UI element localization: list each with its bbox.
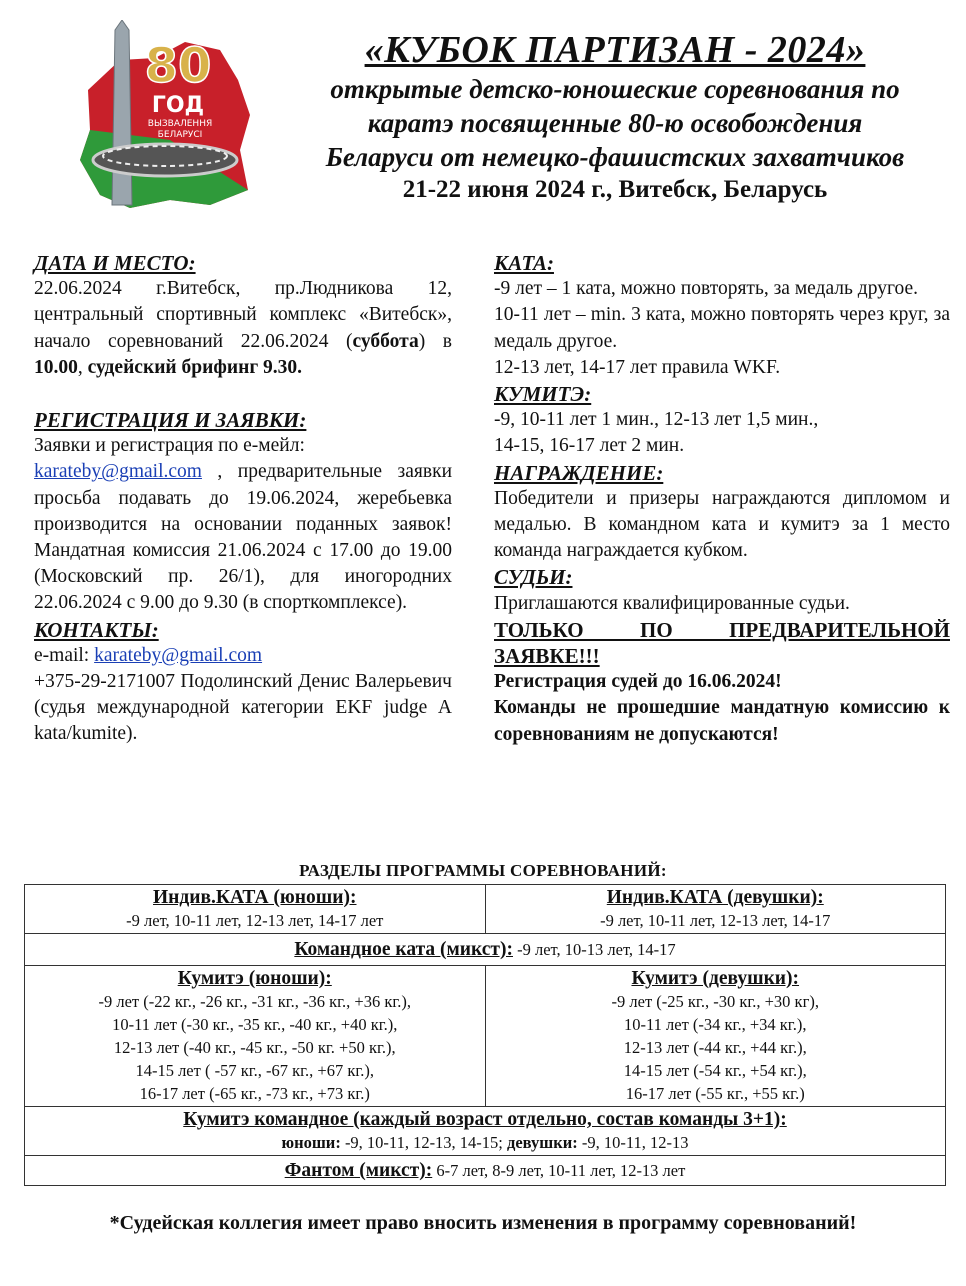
registration-details: , предварительные заявки просьба подавать до 19.06.2024, жеребьевка производится на основании поданных заявок! Мандатная комиссия 21.06.2024 с 17.00 до 19.00 (Московский пр. 26/1), для иногородних 22.06.2024 с 9.00 до 9.30 (в спорткомплексе). — [34, 461, 452, 614]
awards-text: Победители и призеры награждаются дипломом и медалью. В командном ката и кумитэ за 1 место команда награждается кубком. — [494, 487, 950, 562]
kumite-girls-line: 10-11 лет (-34 кг., +34 кг.), — [624, 1015, 807, 1034]
date-mid: ) в — [418, 330, 452, 352]
registration-text — [34, 433, 452, 616]
kumite-girls-line: 16-17 лет (-55 кг., +55 кг.) — [625, 1084, 805, 1103]
fantom-ages: 6-7 лет, 8-9 лет, 10-11 лет, 12-13 лет — [432, 1161, 686, 1180]
contacts-email-row — [34, 643, 452, 669]
team-kumite-heading: Кумитэ командное (каждый возраст отдельно, состав команды 3+1): — [183, 1109, 787, 1130]
subtitle-line-2: каратэ посвященные 80-ю освобождения — [367, 108, 863, 138]
table-row — [25, 1156, 946, 1186]
page-title: «КУБОК ПАРТИЗАН - 2024» — [364, 29, 866, 71]
kumite-boys-line: 14-15 лет ( -57 кг., -67 кг., +67 кг.), — [135, 1061, 375, 1080]
kata-girls-ages: -9 лет, 10-11 лет, 12-13 лет, 14-17 — [600, 911, 831, 930]
day-of-week: суббота — [352, 330, 419, 352]
kumite-rule-1: -9, 10-11 лет 1 мин., 12-13 лет 1,5 мин., — [494, 409, 819, 431]
logo-line1: ВЫЗВАЛЕННЯ — [147, 119, 213, 129]
left-column — [34, 250, 452, 748]
contacts-text: +375-29-2171007 Подолинский Денис Валерьевич (судья международной категории EKF judge A kata/kumite). — [34, 671, 452, 745]
date-place-heading: ДАТА И МЕСТО: — [34, 251, 196, 275]
table-row — [25, 966, 946, 1107]
kumite-girls-line: -9 лет (-25 кг., -30 кг., +30 кг), — [611, 992, 819, 1011]
date-text: 22.06.2024 г.Витебск, пр.Людникова 12, центральный спортивный комплекс «Витебск», начало соревнований 22.06.2024 ( — [34, 278, 452, 352]
subtitle-line-3: Беларуси от немецко-фашистских захватчиков — [325, 142, 905, 172]
kumite-boys-line: 10-11 лет (-30 кг., -35 кг., -40 кг., +40 кг.), — [112, 1015, 398, 1034]
logo-line2: БЕЛАРУСI — [157, 130, 203, 140]
event-date-location: 21-22 июня 2024 г., Витебск, Беларусь — [402, 176, 828, 203]
briefing-time: судейский брифинг 9.30. — [87, 356, 303, 378]
kumite-boys-line: -9 лет (-22 кг., -26 кг., -31 кг., -36 кг., +36 кг.), — [98, 992, 412, 1011]
kumite-girls-line: 14-15 лет (-54 кг., +54 кг.), — [623, 1061, 807, 1080]
kumite-rule-2: 14-15, 16-17 лет 2 мин. — [494, 435, 685, 457]
footnote: *Судейская коллегия имеет право вносить изменения в программу соревнований! — [109, 1212, 857, 1234]
kumite-girls-heading: Кумитэ (девушки): — [631, 968, 800, 989]
fantom-heading: Фантом (микст): — [284, 1160, 433, 1181]
awards-heading: НАГРАЖДЕНИЕ: — [494, 460, 664, 485]
table-row — [25, 1107, 946, 1156]
judges-registration-deadline: Регистрация судей до 16.06.2024! — [494, 671, 782, 693]
kumite-boys-heading: Кумитэ (юноши): — [177, 968, 332, 989]
team-kumite-ages — [29, 1131, 941, 1154]
team-kata-cell — [25, 934, 946, 966]
team-kata-ages: -9 лет, 10-13 лет, 14-17 — [513, 940, 676, 959]
girls-label: девушки: — [507, 1133, 578, 1152]
subtitle-line-1: открытые детско-юношеские соревнования по — [330, 74, 900, 104]
kumite-boys-cell — [25, 966, 486, 1107]
judges-text: Приглашаются квалифицированные судьи. — [494, 592, 850, 614]
kumite-boys-line: 16-17 лет (-65 кг., -73 кг., +73 кг.) — [139, 1084, 370, 1103]
kata-rule-1: -9 лет – 1 ката, можно повторять, за медаль другое. — [494, 278, 919, 300]
kata-girls-cell — [485, 885, 946, 934]
kumite-girls-line: 12-13 лет (-44 кг., +44 кг.), — [623, 1038, 807, 1057]
email-label: e-mail: — [34, 644, 95, 666]
page-header — [290, 28, 940, 206]
contacts-email-link[interactable]: karateby@gmail.com — [94, 644, 263, 666]
preliminary-only-notice: ТОЛЬКО ПО ПРЕДВАРИТЕЛЬНОЙ ЗАЯВКЕ!!! — [494, 617, 950, 669]
kata-rule-2: 10-11 лет – min. 3 ката, можно повторять через круг, за медаль другое. — [494, 304, 950, 352]
boys-label: юноши: — [281, 1133, 341, 1152]
kata-heading: КАТА: — [494, 251, 554, 275]
program-table — [24, 884, 946, 1186]
kata-rule-3: 12-13 лет, 14-17 лет правила WKF. — [494, 356, 781, 378]
date-place-text — [34, 276, 452, 381]
registration-intro: Заявки и регистрация по е-мейл: — [34, 435, 305, 457]
kumite-boys-line: 12-13 лет (-40 кг., -45 кг., -50 кг. +50 кг.), — [113, 1038, 396, 1057]
registration-email-link[interactable]: karateby@gmail.com — [34, 461, 202, 483]
program-title: РАЗДЕЛЫ ПРОГРАММЫ СОРЕВНОВАНИЙ: — [299, 861, 667, 880]
contacts-heading: КОНТАКТЫ: — [34, 617, 159, 642]
teams-admission-notice: Команды не прошедшие мандатную комиссию к соревнованиям не допускаются! — [494, 697, 950, 745]
kata-boys-ages: -9 лет, 10-11 лет, 12-13 лет, 14-17 лет — [126, 911, 384, 930]
fantom-cell — [25, 1156, 946, 1186]
registration-heading: РЕГИСТРАЦИЯ И ЗАЯВКИ: — [34, 408, 307, 433]
logo-number: 80 — [144, 38, 212, 94]
kata-boys-heading: Индив.КАТА (юноши): — [153, 887, 357, 908]
logo-word: ГОД — [151, 93, 205, 118]
kumite-girls-cell — [485, 966, 946, 1107]
date-mid2: , — [77, 356, 88, 378]
start-time: 10.00 — [34, 356, 78, 378]
judges-heading: СУДЬИ: — [494, 565, 573, 590]
kata-girls-heading: Индив.КАТА (девушки): — [606, 887, 824, 908]
boys-ages: -9, 10-11, 12-13, 14-15; — [340, 1133, 508, 1152]
kumite-heading: КУМИТЭ: — [494, 382, 592, 407]
anniversary-logo — [60, 20, 260, 220]
kata-boys-cell — [25, 885, 486, 934]
girls-ages: -9, 10-11, 12-13 — [577, 1133, 689, 1152]
table-row — [25, 885, 946, 934]
team-kata-heading: Командное ката (микст): — [294, 939, 513, 960]
right-column — [494, 250, 950, 748]
team-kumite-cell — [25, 1107, 946, 1156]
table-row — [25, 934, 946, 966]
